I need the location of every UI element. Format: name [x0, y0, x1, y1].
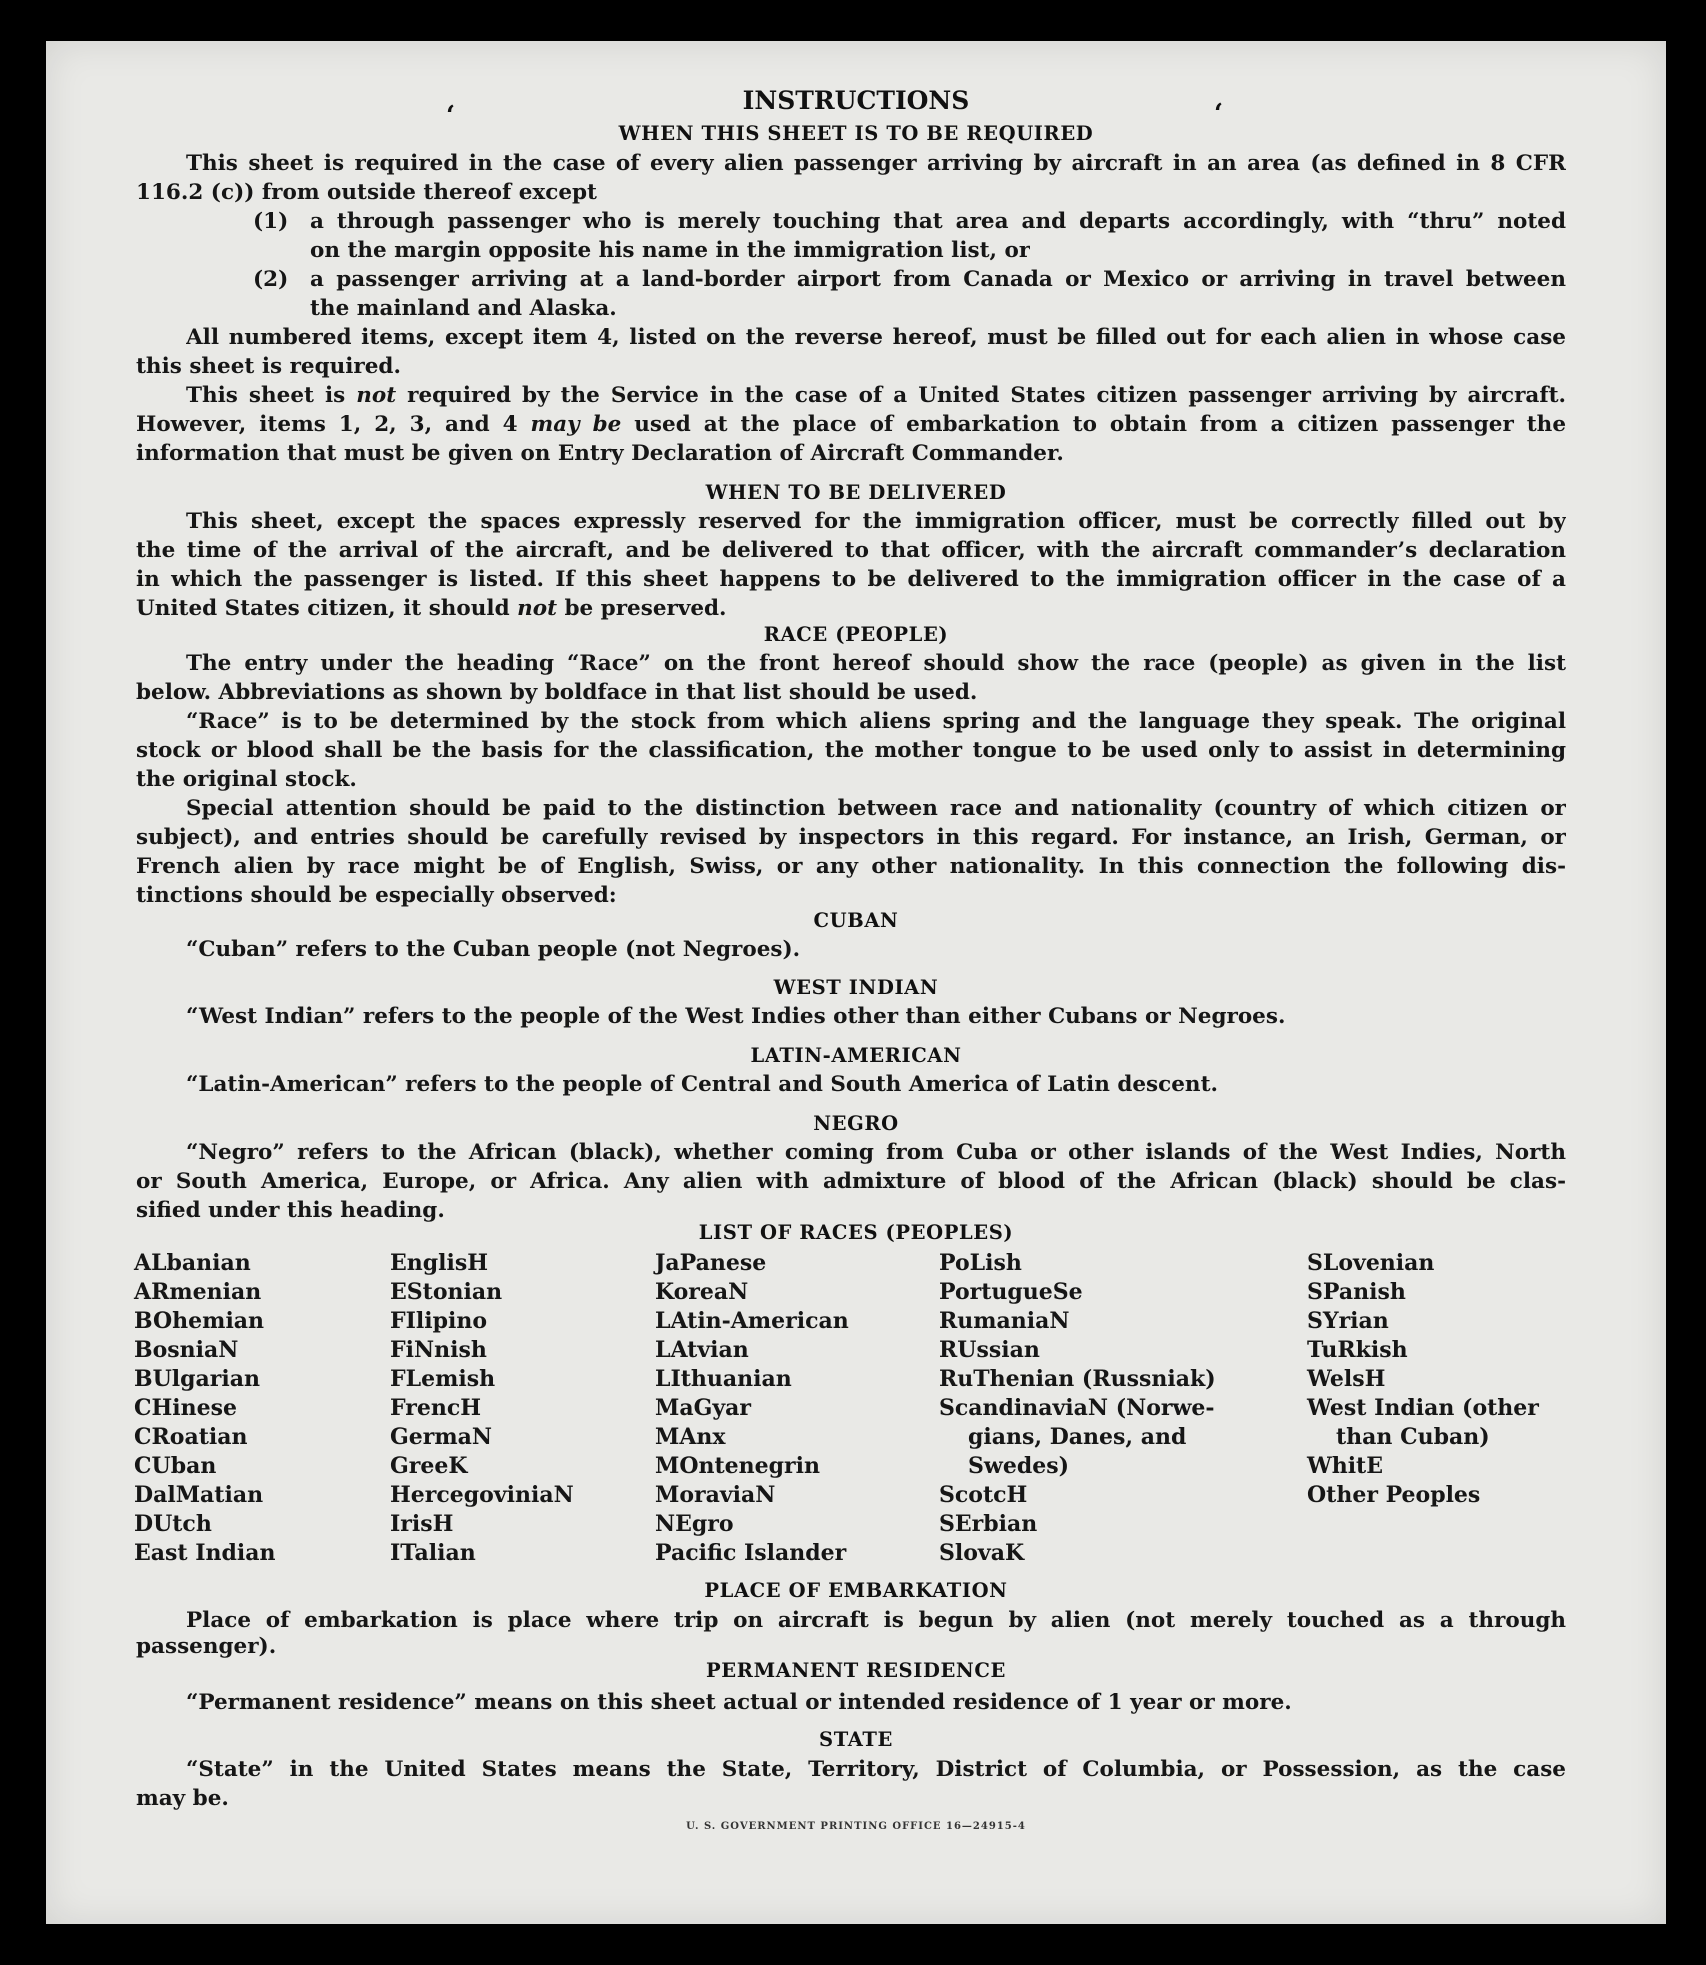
- race-list-item: EnglisH: [390, 1250, 489, 1276]
- text-line: The entry under the heading “Race” on the front hereof should show the race (people) as given in the list: [186, 651, 1566, 676]
- text-line: a through passenger who is merely touching that area and departs accordingly, with “thru” noted: [310, 209, 1566, 234]
- race-list-item: FLemish: [390, 1366, 496, 1392]
- race-list-item: FrencH: [390, 1395, 481, 1421]
- text-line: “Permanent residence” means on this sheet actual or intended residence of 1 year or more.: [186, 1690, 1292, 1715]
- text-line: this sheet is required.: [136, 354, 401, 379]
- text-line: Place of embarkation is place where trip on aircraft is begun by alien (not merely touched as a through: [186, 1608, 1566, 1633]
- text-line: “Negro” refers to the African (black), whether coming from Cuba or other islands of the West Indies, North: [186, 1140, 1566, 1165]
- race-list-item: RUssian: [939, 1337, 1040, 1363]
- text-line: This sheet is required in the case of every alien passenger arriving by aircraft in an area (as defined in 8 CFR: [186, 151, 1566, 176]
- heading-west-indian: WEST INDIAN: [773, 976, 939, 999]
- race-list-item: SErbian: [939, 1511, 1038, 1537]
- race-list-item: CRoatian: [134, 1424, 248, 1450]
- heading-embarkation: PLACE OF EMBARKATION: [704, 1579, 1008, 1602]
- text-line: “Cuban” refers to the Cuban people (not Negroes).: [186, 937, 801, 962]
- text-line: 116.2 (c)) from outside thereof except: [136, 180, 597, 205]
- race-list-item: BOhemian: [134, 1308, 265, 1334]
- race-list-item: Pacific Islander: [655, 1540, 847, 1566]
- race-list-item: DUtch: [134, 1511, 212, 1537]
- text-line: a passenger arriving at a land-border airport from Canada or Mexico or arriving in travel between: [310, 267, 1566, 292]
- race-list-item: JaPanese: [655, 1250, 767, 1276]
- race-list-item: CUban: [134, 1453, 217, 1479]
- race-list-item: GreeK: [390, 1453, 468, 1479]
- page-title: INSTRUCTIONS: [742, 86, 970, 115]
- instruction-sheet: [46, 41, 1666, 1924]
- race-list-item: gians, Danes, and: [968, 1424, 1187, 1450]
- text-line: the time of the arrival of the aircraft, and be delivered to that officer, with the aircraft commander’s declaration: [136, 538, 1566, 563]
- text-line: However, items 1, 2, 3, and 4 may be used at the place of embarkation to obtain from a citizen passenger the: [136, 412, 1566, 437]
- race-list-item: ALbanian: [134, 1250, 251, 1276]
- race-list-item: BosniaN: [134, 1337, 239, 1363]
- race-list-item: LAtvian: [655, 1337, 749, 1363]
- race-list-item: SLovenian: [1307, 1250, 1435, 1276]
- text-line: below. Abbreviations as shown by boldface in that list should be used.: [136, 680, 978, 705]
- race-list-item: West Indian (other: [1307, 1395, 1539, 1421]
- race-list-item: WhitE: [1307, 1453, 1383, 1479]
- text-line: “State” in the United States means the State, Territory, District of Columbia, or Possession, as the case: [186, 1757, 1566, 1782]
- race-list-item: BUlgarian: [134, 1366, 260, 1392]
- heading-when-delivered: WHEN TO BE DELIVERED: [705, 481, 1007, 504]
- race-list-item: NEgro: [655, 1511, 734, 1537]
- race-list-item: EStonian: [390, 1279, 503, 1305]
- text-line: stock or blood shall be the basis for the classification, the mother tongue to be used only to assist in determining: [136, 738, 1566, 763]
- race-list-item: Other Peoples: [1307, 1482, 1481, 1508]
- text-line: French alien by race might be of English, Swiss, or any other nationality. In this connection the following dis-: [136, 854, 1566, 879]
- text-line: on the margin opposite his name in the immigration list, or: [310, 238, 1031, 263]
- text-line: United States citizen, it should not be preserved.: [136, 596, 727, 621]
- text-line: the original stock.: [136, 767, 357, 792]
- text-line: subject), and entries should be carefully revised by inspectors in this regard. For instance, an Irish, German, or: [136, 825, 1566, 850]
- heading-cuban: CUBAN: [813, 909, 899, 932]
- race-list-item: PoLish: [939, 1250, 1022, 1276]
- race-list-item: SPanish: [1307, 1279, 1406, 1305]
- text-line: the mainland and Alaska.: [310, 296, 617, 321]
- race-list-item: ARmenian: [134, 1279, 262, 1305]
- race-list-item: KoreaN: [655, 1279, 749, 1305]
- race-list-item: IrisH: [390, 1511, 454, 1537]
- item-number-2: (2): [253, 267, 289, 292]
- heading-state: STATE: [819, 1728, 893, 1751]
- heading-residence: PERMANENT RESIDENCE: [706, 1659, 1006, 1682]
- heading-race: RACE (PEOPLE): [763, 623, 949, 646]
- race-list-item: SlovaK: [939, 1540, 1025, 1566]
- text-line: This sheet, except the spaces expressly reserved for the immigration officer, must be correctly filled out by: [186, 509, 1566, 534]
- race-list-item: than Cuban): [1336, 1424, 1490, 1450]
- text-line: information that must be given on Entry Declaration of Aircraft Commander.: [136, 441, 1064, 466]
- race-list-item: DalMatian: [134, 1482, 264, 1508]
- race-list-item: ITalian: [390, 1540, 476, 1566]
- race-list-item: HercegoviniaN: [390, 1482, 574, 1508]
- race-list-item: WelsH: [1307, 1366, 1386, 1392]
- race-list-item: GermaN: [390, 1424, 493, 1450]
- printing-office-footer: U. S. GOVERNMENT PRINTING OFFICE 16—24915-4: [686, 1821, 1026, 1832]
- text-line: in which the passenger is listed. If this sheet happens to be delivered to the immigration officer in the case of a: [136, 567, 1566, 592]
- race-list-item: ScandinaviaN (Norwe-: [939, 1395, 1215, 1421]
- text-line: “West Indian” refers to the people of the West Indies other than either Cubans or Negroes.: [186, 1004, 1286, 1029]
- text-line: sified under this heading.: [136, 1198, 445, 1223]
- race-list-item: LAtin-American: [655, 1308, 849, 1334]
- race-list-item: Swedes): [968, 1453, 1069, 1479]
- text-line: or South America, Europe, or Africa. Any alien with admixture of blood of the African (black) should be clas-: [136, 1169, 1566, 1194]
- race-list-item: RumaniaN: [939, 1308, 1070, 1334]
- ink-mark-right: ʻ: [1214, 99, 1224, 129]
- heading-list-of-races: LIST OF RACES (PEOPLES): [698, 1221, 1014, 1244]
- race-list-item: FIlipino: [390, 1308, 488, 1334]
- race-list-item: MoraviaN: [655, 1482, 776, 1508]
- race-list-item: MOntenegrin: [655, 1453, 820, 1479]
- text-line: This sheet is not required by the Service in the case of a United States citizen passenger arriving by aircraft.: [186, 383, 1566, 408]
- heading-when-required: WHEN THIS SHEET IS TO BE REQUIRED: [618, 122, 1094, 145]
- heading-negro: NEGRO: [813, 1112, 899, 1135]
- race-list-item: LIthuanian: [655, 1366, 792, 1392]
- race-list-item: FiNnish: [390, 1337, 487, 1363]
- race-list-item: CHinese: [134, 1395, 238, 1421]
- race-list-item: PortugueSe: [939, 1279, 1083, 1305]
- text-line: Special attention should be paid to the distinction between race and nationality (country of which citizen or: [186, 796, 1566, 821]
- text-line: passenger).: [136, 1634, 277, 1659]
- race-list-item: SYrian: [1307, 1308, 1389, 1334]
- item-number-1: (1): [253, 209, 289, 234]
- text-line: “Latin-American” refers to the people of Central and South America of Latin descent.: [186, 1072, 1218, 1097]
- race-list-item: RuThenian (Russniak): [939, 1366, 1216, 1392]
- text-line: tinctions should be especially observed:: [136, 883, 617, 908]
- race-list-item: ScotcH: [939, 1482, 1028, 1508]
- race-list-item: East Indian: [134, 1540, 276, 1566]
- ink-mark-left: ʻ: [446, 101, 456, 131]
- race-list-item: MAnx: [655, 1424, 726, 1450]
- race-list-item: MaGyar: [655, 1395, 752, 1421]
- text-line: All numbered items, except item 4, listed on the reverse hereof, must be filled out for each alien in whose case: [186, 325, 1566, 350]
- text-line: may be.: [136, 1786, 229, 1811]
- heading-latin-american: LATIN-AMERICAN: [750, 1044, 962, 1067]
- race-list-item: TuRkish: [1307, 1337, 1408, 1363]
- text-line: “Race” is to be determined by the stock from which aliens spring and the language they speak. The original: [186, 709, 1566, 734]
